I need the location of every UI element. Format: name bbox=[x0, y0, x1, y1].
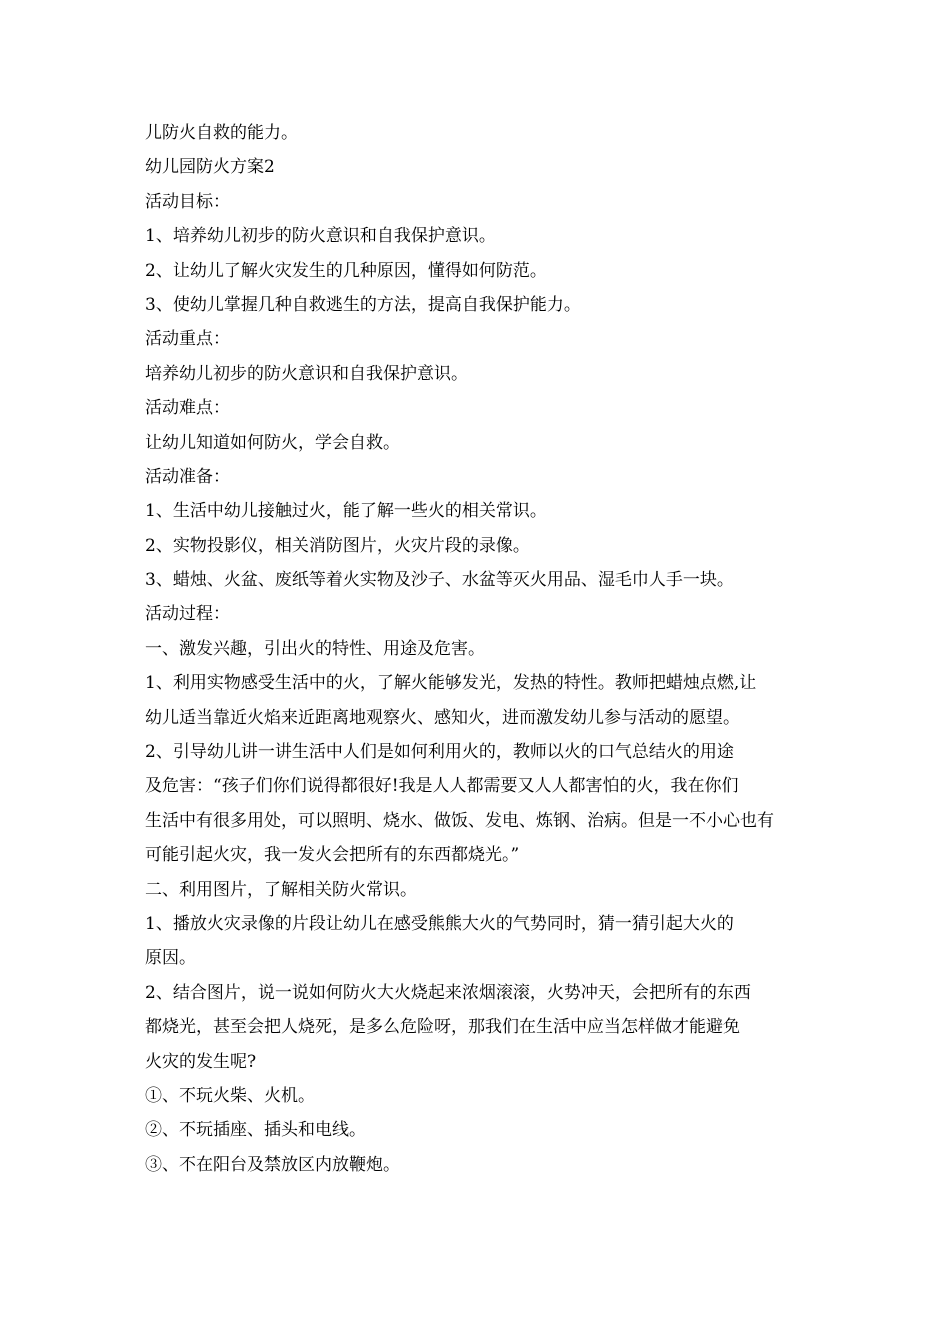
text-line: 幼儿适当靠近火焰来近距离地观察火、感知火，进而激发幼儿参与活动的愿望。 bbox=[145, 707, 740, 728]
section-title: 幼儿园防火方案2 bbox=[145, 157, 275, 178]
text-line: 1、播放火灾录像的片段让幼儿在感受熊熊大火的气势同时，猜一猜引起大火的 bbox=[145, 913, 734, 934]
text-line: 2、让幼儿了解火灾发生的几种原因，懂得如何防范。 bbox=[145, 260, 547, 281]
text-line: 可能引起火灾，我一发火会把所有的东西都烧光。” bbox=[145, 845, 520, 866]
heading-process: 活动过程： bbox=[145, 604, 230, 625]
text-line: 3、使幼儿掌握几种自救逃生的方法，提高自我保护能力。 bbox=[145, 294, 581, 315]
text-line: 2、实物投影仪，相关消防图片，火灾片段的录像。 bbox=[145, 535, 530, 556]
text-line: 1、培养幼儿初步的防火意识和自我保护意识。 bbox=[145, 226, 496, 247]
text-line: 让幼儿知道如何防火，学会自救。 bbox=[145, 432, 400, 453]
text-line: 原因。 bbox=[145, 948, 196, 969]
text-line: 培养幼儿初步的防火意识和自我保护意识。 bbox=[145, 363, 468, 384]
text-line: 3、蜡烛、火盆、废纸等着火实物及沙子、水盆等灭火用品、湿毛巾人手一块。 bbox=[145, 570, 734, 591]
text-line: 都烧光，甚至会把人烧死，是多么危险呀，那我们在生活中应当怎样做才能避免 bbox=[145, 1017, 740, 1038]
text-line: 1、生活中幼儿接触过火，能了解一些火的相关常识。 bbox=[145, 501, 547, 522]
text-line: 1、利用实物感受生活中的火，了解火能够发光，发热的特性。教师把蜡烛点燃,让 bbox=[145, 673, 757, 694]
text-line: 2、引导幼儿讲一讲生活中人们是如何利用火的，教师以火的口气总结火的用途 bbox=[145, 742, 734, 763]
text-line: 儿防火自救的能力。 bbox=[145, 123, 298, 143]
list-item: ③、不在阳台及禁放区内放鞭炮。 bbox=[145, 1154, 400, 1175]
text-line: 2、结合图片，说一说如何防火大火烧起来浓烟滚滚，火势冲天，会把所有的东西 bbox=[145, 982, 751, 1003]
text-line: 生活中有很多用处，可以照明、烧水、做饭、发电、炼钢、治病。但是一不小心也有 bbox=[145, 810, 774, 831]
heading-key-points: 活动重点： bbox=[145, 329, 230, 350]
heading-difficulties: 活动难点： bbox=[145, 398, 230, 419]
heading-activity-goals: 活动目标： bbox=[145, 191, 230, 212]
text-line: 火灾的发生呢? bbox=[145, 1051, 257, 1072]
list-item: ②、不玩插座、插头和电线。 bbox=[145, 1120, 366, 1141]
document-body bbox=[145, 116, 810, 1182]
text-line: 一、激发兴趣，引出火的特性、用途及危害。 bbox=[145, 638, 485, 659]
text-line: 二、利用图片，了解相关防火常识。 bbox=[145, 879, 417, 900]
heading-preparation: 活动准备： bbox=[145, 466, 230, 487]
text-line: 及危害：“孩子们你们说得都很好!我是人人都需要又人人都害怕的火，我在你们 bbox=[145, 776, 739, 797]
list-item: ①、不玩火柴、火机。 bbox=[145, 1085, 315, 1106]
